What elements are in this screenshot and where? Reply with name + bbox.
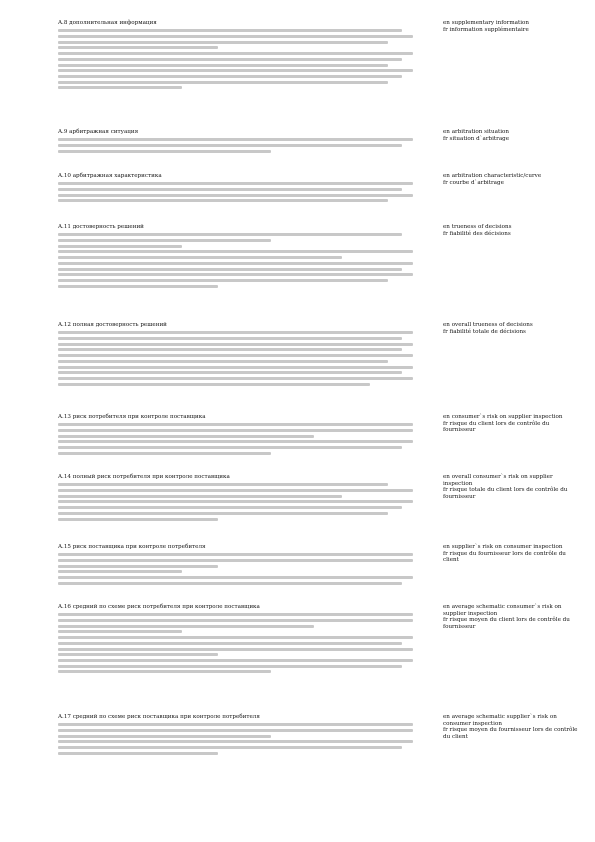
equivalents xyxy=(443,224,583,237)
term-en: en trueness of decisions xyxy=(443,224,512,230)
entry-heading: A.16 средний по схеме риск потребителя при контроле поставщика xyxy=(58,604,260,610)
entry-text xyxy=(58,714,413,758)
term-entry-a15 xyxy=(58,544,595,588)
term-fr: fr fiabilité totale de décisions xyxy=(443,328,526,335)
term-fr: fr risque totale du client lors de contrôle du fournisseur xyxy=(443,487,568,501)
term-entry-a12 xyxy=(58,322,595,388)
unreadable-body-text xyxy=(58,29,413,89)
equivalents xyxy=(443,322,583,335)
term-fr: fr situation d`arbitrage xyxy=(443,135,510,142)
equivalents xyxy=(443,474,583,501)
term-en: en supplementary information xyxy=(443,20,529,26)
entry-text xyxy=(58,20,413,92)
unreadable-body-text xyxy=(58,483,413,520)
equivalents xyxy=(443,544,583,564)
term-en: en average schematic supplier`s risk on consumer inspection xyxy=(443,714,557,727)
entry-heading: A.9 арбитражная ситуация xyxy=(58,129,139,135)
term-entry-a10 xyxy=(58,173,595,205)
unreadable-body-text xyxy=(58,553,413,584)
equivalents xyxy=(443,20,583,33)
entry-heading: A.17 средний по схеме риск поставщика при контроле потребителя xyxy=(58,714,260,720)
entry-heading: A.8 дополнительная информация xyxy=(58,20,157,26)
unreadable-body-text xyxy=(58,723,413,754)
term-entry-a14 xyxy=(58,474,595,523)
equivalents xyxy=(443,173,583,186)
term-fr: fr fiabilité des décisions xyxy=(443,230,511,237)
unreadable-body-text xyxy=(58,182,413,202)
equivalents xyxy=(443,714,583,741)
term-entry-a11 xyxy=(58,224,595,290)
entry-text xyxy=(58,604,413,676)
term-entry-a8 xyxy=(58,20,595,92)
entry-text xyxy=(58,322,413,388)
equivalents xyxy=(443,129,583,142)
unreadable-body-text xyxy=(58,233,413,287)
entry-text xyxy=(58,129,413,155)
entry-text xyxy=(58,173,413,205)
entry-heading: A.10 арбитражная характеристика xyxy=(58,173,162,179)
term-fr: fr information supplémentaire xyxy=(443,26,529,33)
term-entry-a17 xyxy=(58,714,595,758)
entry-text xyxy=(58,544,413,588)
entry-heading: A.14 полный риск потребителя при контроле поставщика xyxy=(58,474,230,480)
entry-text xyxy=(58,224,413,290)
unreadable-body-text xyxy=(58,331,413,385)
entry-heading: A.13 риск потребителя при контроле поставщика xyxy=(58,414,206,420)
entry-text xyxy=(58,414,413,458)
term-en: en arbitration characteristic/curve xyxy=(443,173,542,179)
term-en: en arbitration situation xyxy=(443,129,509,135)
unreadable-body-text xyxy=(58,613,413,673)
term-entry-a13 xyxy=(58,414,595,458)
term-fr: fr risque moyen du client lors de contrôle du fournisseur xyxy=(443,617,570,631)
term-fr: fr risque du fournisseur lors de contrôle du client xyxy=(443,550,566,564)
term-en: en average schematic consumer`s risk on supplier inspection xyxy=(443,604,562,617)
term-entry-a9 xyxy=(58,129,595,155)
term-fr: fr risque du client lors de contrôle du fournisseur xyxy=(443,420,550,434)
term-en: en supplier`s risk on consumer inspection xyxy=(443,544,563,550)
entry-text xyxy=(58,474,413,523)
unreadable-body-text xyxy=(58,138,413,152)
term-fr: fr risque moyen du fournisseur lors de contrôle du client xyxy=(443,727,578,741)
entry-heading: A.15 риск поставщика при контроле потребителя xyxy=(58,544,206,550)
entry-heading: A.11 достоверность решений xyxy=(58,224,144,230)
term-fr: fr courbe d`arbitrage xyxy=(443,179,504,186)
term-entry-a16 xyxy=(58,604,595,676)
term-en: en overall trueness of decisions xyxy=(443,322,533,328)
term-en: en overall consumer`s risk on supplier inspection xyxy=(443,474,553,487)
entry-heading: A.12 полная достоверность решений xyxy=(58,322,167,328)
unreadable-body-text xyxy=(58,423,413,454)
equivalents xyxy=(443,604,583,631)
term-en: en consumer`s risk on supplier inspection xyxy=(443,414,563,420)
equivalents xyxy=(443,414,583,434)
